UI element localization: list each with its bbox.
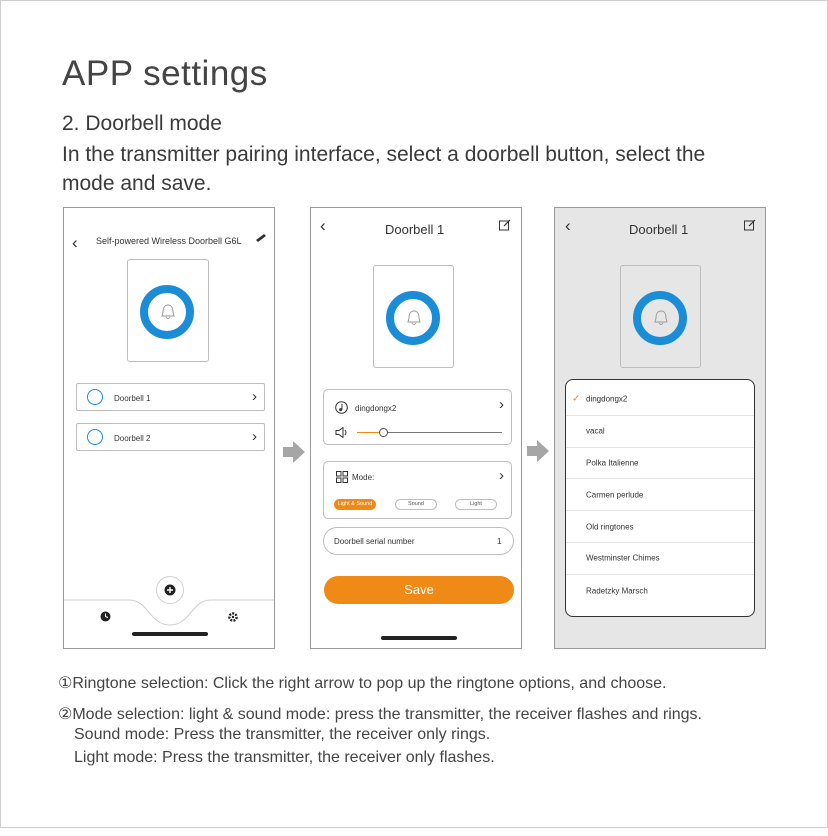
- bell-icon: [652, 309, 670, 327]
- plus-icon: [164, 584, 176, 596]
- ringtone-option[interactable]: [566, 575, 754, 607]
- home-indicator: [132, 632, 208, 636]
- back-icon[interactable]: ‹: [320, 216, 326, 235]
- ringtone-chevron-right-icon[interactable]: ›: [499, 396, 504, 413]
- ringtone-name: dingdongx2: [355, 404, 397, 413]
- screen-ringtone-picker: [554, 207, 766, 649]
- ringtone-option[interactable]: [566, 543, 754, 575]
- home-indicator: [381, 636, 457, 640]
- edit-icon[interactable]: [743, 218, 757, 232]
- mode-option-light-sound[interactable]: Light & Sound: [334, 499, 376, 510]
- edit-icon[interactable]: [254, 231, 268, 243]
- mode-option-light[interactable]: Light: [455, 499, 497, 510]
- selected-check-icon: ✓: [572, 393, 581, 405]
- add-button[interactable]: [156, 576, 184, 604]
- screen-title: Doorbell 1: [629, 222, 689, 237]
- mode-chevron-right-icon[interactable]: ›: [499, 467, 504, 484]
- section-title: 2. Doorbell mode: [62, 112, 222, 135]
- note-mode-selection: ②Mode selection: light & sound mode: press the transmitter, the receiver flashes and rings.: [58, 706, 702, 723]
- ringtone-option[interactable]: [566, 479, 754, 511]
- volume-speaker-icon: [335, 427, 349, 438]
- note-sound-mode: Sound mode: Press the transmitter, the receiver only rings.: [74, 726, 491, 743]
- ringtone-option[interactable]: [566, 416, 754, 448]
- ringtone-option-label: dingdongx2: [586, 394, 628, 404]
- ringtone-option-label: Polka Italienne: [586, 458, 639, 468]
- volume-slider[interactable]: [357, 432, 502, 433]
- device-image-card: [127, 259, 209, 362]
- ringtone-option-label: Carmen perlude: [586, 490, 644, 500]
- music-note-icon: [335, 401, 348, 414]
- mode-option-sound[interactable]: Sound: [395, 499, 437, 510]
- doorbell-1-icon: [87, 389, 103, 405]
- page-title: APP settings: [62, 54, 268, 93]
- chevron-right-icon[interactable]: ›: [252, 428, 257, 445]
- screen-device-list: [63, 207, 275, 649]
- settings-gear-icon[interactable]: [227, 611, 239, 623]
- serial-number-label: Doorbell serial number: [334, 537, 415, 546]
- bell-icon: [405, 309, 423, 327]
- grid-mode-icon: [336, 471, 348, 483]
- doorbell-2-label: Doorbell 2: [114, 434, 151, 443]
- mode-label: Mode:: [352, 473, 375, 482]
- ringtone-option[interactable]: [566, 384, 754, 416]
- volume-slider-thumb[interactable]: [379, 428, 388, 437]
- arrow-right-icon: [527, 440, 549, 462]
- note-ringtone-selection: ①Ringtone selection: Click the right arrow to pop up the ringtone options, and choose.: [58, 675, 667, 692]
- ringtone-option[interactable]: [566, 448, 754, 480]
- ringtone-option-label: Radetzky Marsch: [586, 586, 648, 596]
- doorbell-1-label: Doorbell 1: [114, 394, 151, 403]
- back-icon[interactable]: ‹: [72, 233, 78, 252]
- back-icon[interactable]: ‹: [565, 216, 571, 235]
- ringtone-option-label: Westminster Chimes: [586, 553, 660, 563]
- screen-title: Doorbell 1: [385, 222, 445, 237]
- arrow-right-icon: [283, 441, 305, 463]
- ringtone-dropdown: [565, 379, 755, 617]
- device-image-card: [373, 265, 454, 368]
- screen-title: Self-powered Wireless Doorbell G6L: [96, 236, 242, 246]
- list-item-doorbell-1[interactable]: [76, 383, 265, 411]
- list-item-doorbell-2[interactable]: [76, 423, 265, 451]
- section-description: In the transmitter pairing interface, select a doorbell button, select the mode and save.: [62, 143, 706, 195]
- screen-doorbell-settings: [310, 207, 522, 649]
- doorbell-2-icon: [87, 429, 103, 445]
- ringtone-option-label: Old ringtones: [586, 522, 634, 532]
- edit-icon[interactable]: [498, 218, 512, 232]
- save-button[interactable]: Save: [324, 576, 514, 604]
- ringtone-option[interactable]: [566, 511, 754, 543]
- ringtone-option-label: vacal: [586, 426, 605, 436]
- chevron-right-icon[interactable]: ›: [252, 388, 257, 405]
- bell-icon: [159, 303, 177, 321]
- serial-number-row: [323, 527, 514, 555]
- mode-card: [323, 461, 512, 519]
- history-clock-icon[interactable]: [100, 611, 111, 622]
- note-light-mode: Light mode: Press the transmitter, the receiver only flashes.: [74, 749, 495, 766]
- ringtone-card: [323, 389, 512, 445]
- serial-number-value: 1: [497, 537, 502, 546]
- device-image-card: [620, 265, 701, 368]
